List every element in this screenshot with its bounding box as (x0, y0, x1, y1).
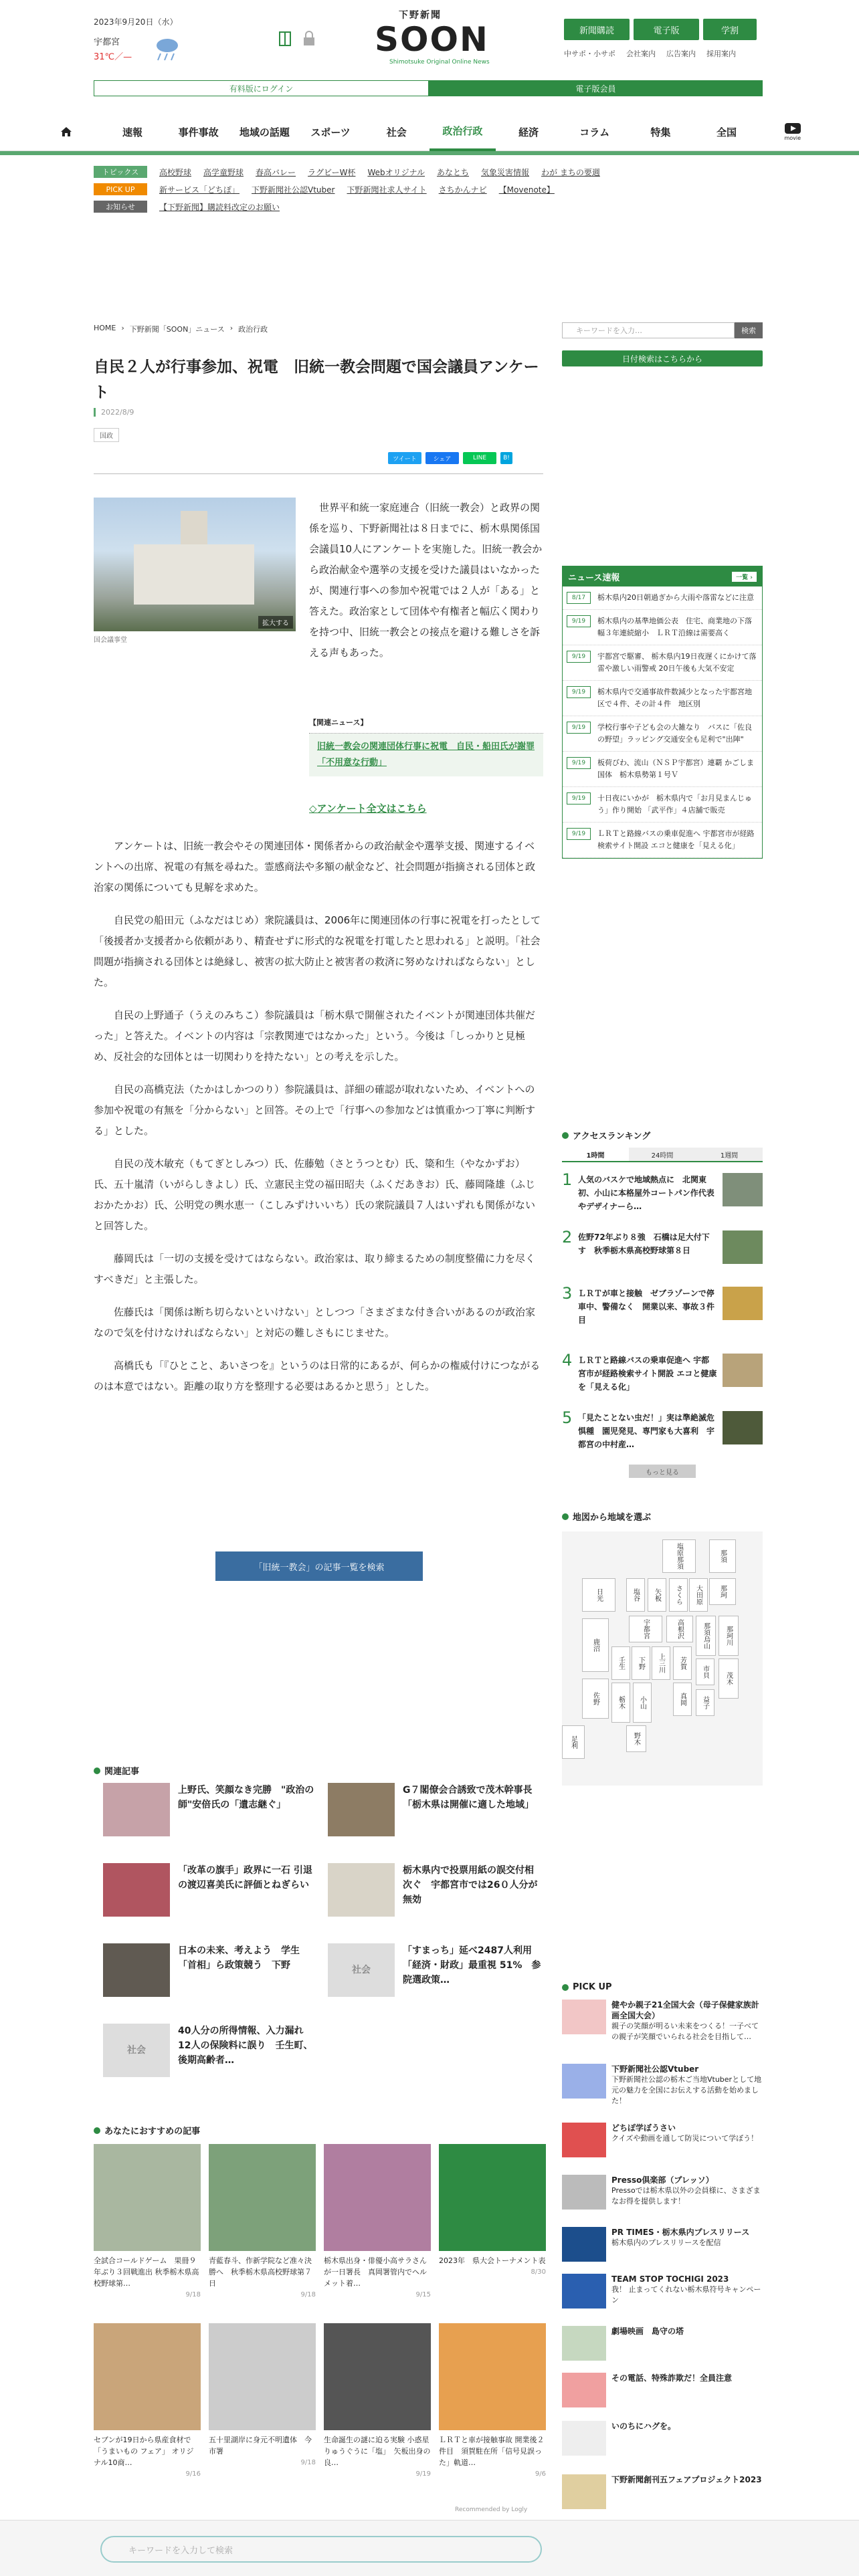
news-date: 9/19 (567, 722, 591, 734)
weather-location: 宇都宮 (94, 37, 120, 47)
divider (94, 473, 543, 474)
related-thumbnail (103, 1863, 170, 1917)
rank-number: 1 (562, 1170, 573, 1189)
pickup-item-desc: 親子の笑顔が明るい未来をつくる！一子べての親子が笑顔でいられる社会を目指して… (611, 2022, 759, 2041)
card-title: 青藍春斗、作新学院など准々決勝へ 秋季栃木県高校野球第７日 (209, 2256, 312, 2288)
nav-movie[interactable] (759, 112, 826, 151)
pickup-item[interactable] (562, 2064, 763, 2107)
region-nakagawa[interactable]: 那珂 (709, 1578, 736, 1605)
related-item[interactable] (103, 1943, 317, 1997)
card-thumbnail (209, 2323, 316, 2430)
news-date: 9/19 (567, 757, 591, 769)
pickup-thumbnail (562, 2064, 606, 2099)
region-nikko[interactable]: 日光 (582, 1578, 615, 1612)
pickup-thumbnail (562, 2274, 606, 2309)
ranking-heading (562, 1129, 650, 1142)
recommended-card[interactable] (324, 2323, 431, 2480)
topic-link[interactable]: 高校野球 (159, 167, 192, 177)
recommended-card[interactable] (209, 2144, 316, 2300)
twitter-share-button[interactable]: ツイート (388, 452, 421, 464)
ranking-item[interactable] (562, 1408, 763, 1451)
bullet-icon (562, 1984, 569, 1991)
card-title: 2023年 県大会トーナメント表 (439, 2256, 546, 2265)
ranking-item[interactable] (562, 1284, 763, 1327)
share-buttons (388, 452, 512, 464)
paragraph: 自民の茂木敏充（もてぎとしみつ）氏、佐藤勉（さとうつとむ）氏、簗和生（やなかずお）氏、五十嵐清（いがらしきよし）氏、立憲民主党の福田昭夫（ふくだあきお）氏、藤岡隆雄（ふじおかたかお）氏、公明党の輿水恵一（こしみずけいいち）氏の衆院議員７人はいずれも関係がないと回答した。 (94, 1158, 536, 1232)
rank-title: 「見たことない虫だ！」実は準絶滅危惧種 園児発見、専門家も大喜利 宇都宮の中村産… (578, 1413, 715, 1449)
book-icon[interactable] (278, 31, 292, 47)
news-date: 9/19 (567, 686, 591, 698)
news-text: 栃木県内で交通事故件数減少となった宇都宮地区で４件、その計４件 地区別 (597, 687, 752, 708)
topics-panel (94, 163, 600, 215)
category-badge[interactable]: 国政 (94, 428, 119, 442)
sublink-recruit[interactable]: 採用案内 (706, 49, 736, 58)
nav-national[interactable]: 全国 (717, 126, 737, 138)
recommended-card[interactable] (209, 2323, 316, 2468)
sidebar-search (562, 322, 763, 338)
rank-number: 4 (562, 1351, 573, 1370)
search-button[interactable]: 検索 (735, 322, 763, 338)
pickup-item-title: 下野新聞社公認Vtuber (611, 2064, 699, 2074)
nav-movie-label: movie (784, 134, 801, 141)
zoom-button[interactable]: 拡大する (258, 616, 293, 629)
related-item[interactable] (328, 1863, 542, 1917)
rank-title: ＬＲＴと路線バスの乗車促進へ 宇都宮市が経路検索サイト開設 エコと健康を「見える化」 (578, 1356, 717, 1392)
rank-thumbnail (723, 1230, 763, 1264)
pickup-item-title: TEAM STOP TOCHIGI 2023 (611, 2274, 729, 2284)
news-item[interactable] (563, 823, 762, 858)
related-text: 「すまっち」延べ2487人利用「経済・財政」最重視 51% 参院選政策… (403, 1945, 541, 1985)
pickup-item[interactable] (562, 2227, 763, 2262)
pickup-item-desc: 下野新聞社公認の栃木ご当地Vtuberとして地元の魅力を全国にお伝えする活動を始めました！ (611, 2075, 762, 2105)
paragraph: 自民の上野通子（うえのみちこ）参院議員は「栃木県で開催されたイベントが関連団体共催だった」と答えた。イベントの内容は「宗教関連ではなかった」という。今後は「しっかりと見極め、反社会的な団体とは一切関わりを持たない」との考えを示した。 (94, 1009, 536, 1063)
pickup-thumbnail (562, 2326, 606, 2361)
sublink-company[interactable]: 会社案内 (626, 49, 656, 58)
topic-link[interactable]: あなとち (437, 167, 470, 177)
bullet-icon (94, 1767, 100, 1774)
news-text: 学校行事や子ども会の大雑なり バスに「佐良の野望」ラッピング交通安全も足利で"出陣" (597, 723, 752, 744)
article-title: 自民２人が行事参加、祝電 旧統一教会問題で国会議員アンケート (94, 358, 539, 401)
news-item[interactable] (563, 787, 762, 823)
region-motegi[interactable]: 茂木 (719, 1658, 739, 1699)
pickup-item[interactable] (562, 2175, 763, 2210)
hatena-share-button[interactable]: B! (500, 452, 512, 464)
facebook-share-button[interactable]: シェア (425, 452, 459, 464)
region-takanezawa[interactable]: 高根沢 (666, 1616, 693, 1642)
recommended-card[interactable] (94, 2144, 201, 2300)
news-text: 十日夜にいかが 栃木県内で「お月見まんじゅう」作り開始 「武平作」４店舗で販売 (597, 794, 752, 815)
region-sakura[interactable]: さくら (669, 1578, 688, 1612)
region-shioya[interactable]: 塩谷 (626, 1578, 645, 1612)
card-title: 生命誕生の謎に迫る実験 小惑星りゅうぐうに「塩」 矢板出身の良… (324, 2436, 431, 2467)
card-date: 9/18 (185, 2291, 201, 2298)
pickup-thumbnail (562, 2227, 606, 2262)
card-thumbnail (94, 2323, 201, 2430)
region-ichikai[interactable]: 市貝 (696, 1658, 714, 1685)
region-kanuma[interactable]: 鹿沼 (582, 1618, 609, 1672)
card-title: 五十里湖岸に身元不明遺体 今市署 (209, 2436, 312, 2456)
article-body (94, 836, 543, 1409)
rank-number: 5 (562, 1408, 573, 1427)
paragraph: 自民の高橋克法（たかはしかつのり）参院議員は、詳細の確認が取れないため、イベントへの参加や祝電の有無を「分からない」と回答。その上で「行事への参加などは慎重かつ丁寧に判断する」とした。 (94, 1083, 536, 1137)
baseball-cap-icon (439, 2144, 546, 2251)
nav-column[interactable]: コラム (579, 126, 610, 138)
rank-thumbnail (723, 1411, 763, 1444)
region-kaminokawa[interactable]: 上三川 (652, 1646, 670, 1680)
lock-icon[interactable] (302, 31, 316, 47)
region-nakagawa-town[interactable]: 那珂川 (719, 1616, 739, 1656)
related-text: G７閣僚会合誘致で茂木幹事長「栃木県は開催に適した地域」 (403, 1785, 534, 1810)
nav-breaking[interactable]: 速報 (122, 126, 143, 138)
region-mashiko[interactable]: 益子 (696, 1689, 714, 1716)
topic-link[interactable]: わが まちの要週 (541, 167, 600, 177)
region-ashikaga[interactable]: 足利 (562, 1725, 585, 1759)
card-date: 9/18 (300, 2459, 316, 2466)
topic-link[interactable]: ラグビーW杯 (308, 167, 356, 177)
breadcrumb-home[interactable]: HOME (94, 324, 116, 332)
pickup-item[interactable] (562, 2326, 763, 2361)
related-text: 40人分の所得情報、入力漏れ 12人の保険料に誤り 壬生町、後期高齢者… (178, 2026, 313, 2066)
pickup-heading (562, 1982, 612, 1992)
pickup-item-desc: クイズや動画を通して防災について学ぼう！ (611, 2134, 759, 2143)
related-heading (94, 1764, 139, 1777)
related-item[interactable] (103, 1863, 317, 1917)
global-nav (0, 112, 859, 151)
ranking-tabs (562, 1148, 763, 1162)
news-text: 宇都宮で駆審、 栃木県内19日夜遅くにかけて落雷や激しい雨警戒 20日午後も大気不安定 (597, 652, 757, 673)
date-search-button[interactable]: 日付検索はこちらから (562, 350, 763, 366)
pickup-item-title: 劇場映画 島守の塔 (611, 2327, 684, 2336)
related-thumbnail (328, 1783, 395, 1836)
rank-number: 2 (562, 1228, 573, 1247)
region-shiobara-nasu[interactable]: 塩原那須 (662, 1539, 696, 1573)
news-item[interactable] (563, 681, 762, 716)
sublink-ads[interactable]: 広告案内 (666, 49, 696, 58)
related-text: 日本の未来、考えよう 学生「首相」ら政策競う 下野 (178, 1945, 300, 1971)
related-news-heading: 【関連ニュース】 (309, 717, 543, 734)
bullet-icon (562, 1132, 569, 1139)
bullet-icon (94, 2127, 100, 2134)
region-moka[interactable]: 真岡 (673, 1683, 692, 1716)
pickup-item-title: どちぽ学ぼうさい (611, 2123, 676, 2133)
news-text: ＬＲＴと路線バスの乗車促進へ 宇都宮市が経路検索サイト開設 エコと健康を「見える化」 (597, 829, 755, 850)
topic-link[interactable]: 気象災害情報 (481, 167, 530, 177)
article-date: 2022/8/9 (94, 408, 134, 417)
news-text: 栃木県内20日朝過ぎから大雨や落雷などに注意 (597, 593, 754, 602)
pickup-tag: PICK UP (94, 183, 147, 195)
home-icon[interactable] (33, 112, 100, 151)
region-haga[interactable]: 芳賀 (673, 1646, 692, 1680)
pickup-link[interactable]: 新サービス「どちぽ」 (159, 185, 240, 195)
pickup-item[interactable] (562, 2373, 763, 2407)
survey-link[interactable]: ◇アンケート全文はこちら (309, 802, 427, 815)
news-item[interactable] (563, 610, 762, 645)
tab-1hour[interactable]: 1時間 (562, 1148, 629, 1161)
line-share-button[interactable]: LINE (463, 452, 496, 464)
pickup-item-title: 健やか親子21全国大会（母子保健家族計画全国大会） (611, 2000, 759, 2020)
pickup-title: PICK UP (573, 1982, 612, 1992)
card-date: 9/6 (535, 2470, 546, 2478)
site-logo[interactable]: SOON (375, 20, 489, 59)
pickup-item[interactable] (562, 2274, 763, 2309)
related-thumbnail (103, 1943, 170, 1997)
ranking-item[interactable] (562, 1351, 763, 1394)
play-icon (785, 123, 801, 135)
news-date: 9/19 (567, 792, 591, 804)
map-heading (562, 1510, 651, 1523)
related-title: 関連記事 (104, 1767, 140, 1777)
card-title: ＬＲＴと車が接触事故 開業後２件目 須賀駐在所「信号見誤った」軌道… (439, 2436, 545, 2467)
ranking-item[interactable] (562, 1230, 763, 1264)
related-item[interactable] (328, 1943, 542, 1997)
student-discount-button[interactable]: 学割 (703, 19, 757, 40)
region-yaita[interactable]: 矢板 (648, 1578, 666, 1612)
nav-sports[interactable]: スポーツ (310, 126, 351, 138)
topic-link[interactable]: Webオリジナル (367, 167, 425, 177)
article-photo[interactable] (94, 498, 296, 631)
related-thumbnail: 社会 (103, 2024, 170, 2077)
recommended-card[interactable] (94, 2323, 201, 2480)
pickup-item-desc: Pressoでは栃木県以外の会員様に、さまざまなお得を提供します！ (611, 2186, 761, 2206)
region-otawara[interactable]: 大田原 (689, 1578, 708, 1612)
paragraph: 藤岡氏は「一切の支援を受けてはならない。政治家は、取り締まるための制度整備に力を尽くすべきだ」と主張した。 (94, 1253, 536, 1285)
related-item[interactable] (328, 1783, 542, 1836)
pickup-item[interactable] (562, 2474, 763, 2509)
pickup-link[interactable]: さちかんナビ (438, 185, 487, 195)
photo-caption: 国会議事堂 (94, 637, 127, 644)
nav-local[interactable]: 地域の話題 (239, 126, 290, 138)
search-input[interactable]: キーワードを入力… (562, 322, 735, 338)
rank-title: ＬＲＴが車と接触 ゼブラゾーンで停車中、警備なく 開業以来、事故３件目 (578, 1289, 715, 1325)
related-thumbnail: 社会 (328, 1943, 395, 1997)
rank-thumbnail (723, 1287, 763, 1320)
digital-edition-button[interactable]: 電子版 (634, 19, 699, 40)
rank-title: 人気のバスケで地域熱点に 北関東初、小山に本格屋外コートパン作代表やデザイナーら… (578, 1175, 714, 1211)
pickup-item-desc: 栃木県内のプレスリリースを配信 (611, 2238, 721, 2247)
subscribe-button[interactable]: 新聞購読 (564, 19, 630, 40)
recommended-card[interactable] (324, 2144, 431, 2300)
news-text: 栃木県内の基準地価公表 住宅、商業地の下落幅３年連続縮小 ＬＲＴ沿線は需要高く (597, 617, 752, 637)
region-shimotsuke[interactable]: 下野 (632, 1646, 650, 1680)
notice-tag: お知らせ (94, 201, 147, 213)
pickup-thumbnail (562, 2373, 606, 2407)
pickup-item-title: PR TIMES・栃木県内プレスリリース (611, 2228, 750, 2237)
breadcrumb-politics[interactable]: 政治行政 (238, 325, 268, 334)
recommended-title: あなたにおすすめの記事 (104, 2127, 201, 2137)
bullet-icon (562, 1513, 569, 1520)
breadcrumb-sep: › (121, 324, 124, 332)
related-news-box (309, 717, 543, 776)
rank-number: 3 (562, 1284, 573, 1303)
news-item[interactable] (563, 645, 762, 681)
article-lead: 世界平和統一家庭連合（旧統一教会）と政界の関係を巡り、下野新聞社は８日までに、栃木県関係国会議員10人にアンケートを実施した。旧統一教会から政治献金や選挙の支援を受けた議員はいなかったが、関連行事への参加や祝電では２人が「ある」と答えた。政治家として団体や有権者と幅広く関わりを持つ中、旧統一教会との接点を避ける難しさを訴える声もあった。 (309, 502, 543, 659)
card-title: 全試合コールドゲーム 果冊９年ぶり３回戦進出 秋季栃木県高校野球第… (94, 2256, 199, 2288)
news-text: 板荷びわ、流山（ＮＳＰ宇都宮）連覇 かごしま国体 栃木県勢第１号Ｖ (597, 758, 755, 779)
related-news-link[interactable]: 旧統一教会の関連団体行事に祝電 自民・船田氏が謝罪「不用意な行動」 (309, 734, 543, 776)
pickup-item[interactable] (562, 2123, 763, 2157)
news-item[interactable] (563, 586, 762, 610)
news-item[interactable] (563, 752, 762, 787)
region-nogi[interactable]: 野木 (626, 1725, 646, 1752)
region-tochigi[interactable]: 栃木 (611, 1683, 630, 1723)
recommended-card[interactable] (439, 2144, 546, 2278)
card-date: 9/18 (300, 2291, 316, 2298)
recommended-card[interactable] (439, 2323, 546, 2480)
card-date: 9/19 (415, 2470, 431, 2478)
tab-24hours[interactable]: 24時間 (629, 1148, 696, 1161)
news-item[interactable] (563, 716, 762, 752)
ranking-item[interactable] (562, 1170, 763, 1213)
nav-features[interactable]: 特集 (650, 126, 671, 138)
nav-incidents[interactable]: 事件事故 (178, 126, 219, 138)
region-mibu[interactable]: 壬生 (611, 1646, 630, 1680)
weather-icon (151, 35, 182, 63)
breaking-news-box (562, 566, 763, 859)
breaking-news-more[interactable]: 一覧 › (732, 572, 757, 582)
region-nasukarasuyama[interactable]: 那須烏山 (696, 1616, 716, 1656)
card-date: 8/30 (531, 2268, 546, 2276)
pickup-link[interactable]: 【Movenote】 (498, 185, 555, 195)
pickup-thumbnail (562, 2175, 606, 2210)
pickup-item[interactable] (562, 2421, 763, 2456)
pickup-item-desc: 我！ 止まってくれない栃木県符号キャンペーン (611, 2285, 761, 2304)
region-utsunomiya[interactable]: 宇都宮 (629, 1616, 662, 1642)
card-thumbnail (324, 2323, 431, 2430)
nav-society[interactable]: 社会 (386, 126, 407, 138)
rank-thumbnail (723, 1173, 763, 1206)
ranking-more-button[interactable]: もっと見る (629, 1465, 696, 1478)
map-title: 地図から地域を選ぶ (573, 1513, 652, 1523)
paragraph: 自民党の船田元（ふなだはじめ）衆院議員は、2006年に関連団体の行事に祝電を打ったとして「後援者か支援者から依頼があり、精査せずに形式的な祝電を打電したと思われる」と説明。「社会問題が指摘される団体とは絶縁し、被害の拡大防止と被害者の救済に努めなければならない」とした。 (94, 914, 541, 988)
pickup-item-title: その電話、特殊詐欺だ！全員注意 (611, 2373, 733, 2383)
topic-link[interactable]: 春高バレー (256, 167, 296, 177)
pickup-item[interactable] (562, 2000, 763, 2042)
card-date: 9/16 (185, 2470, 201, 2478)
diet-building (134, 544, 254, 605)
card-title: 栃木県出身・俳優小高サラさんが一日署長 真岡署管内でヘルメット着… (324, 2256, 427, 2288)
card-thumbnail (94, 2144, 201, 2251)
header-date: 2023年9月20日（水） (94, 17, 178, 27)
news-date: 9/19 (567, 651, 591, 663)
login-button[interactable]: 有料版にログイン (94, 80, 429, 96)
topic-link[interactable]: 高学童野球 (203, 167, 244, 177)
pickup-link[interactable]: 下野新聞社求人サイト (347, 185, 427, 195)
related-thumbnail (328, 1863, 395, 1917)
card-thumbnail (324, 2144, 431, 2251)
footer-search-input[interactable]: キーワードを入力して検索 (100, 2536, 542, 2563)
pickup-item-title: Presso倶楽部（プレッソ） (611, 2175, 714, 2185)
related-item[interactable] (103, 2024, 317, 2077)
pickup-item-title: 下野新聞創刊五フェアプロジェクト2023 (611, 2475, 762, 2484)
card-date: 9/15 (415, 2291, 431, 2298)
nav-economy[interactable]: 経済 (518, 126, 539, 138)
breadcrumb (94, 324, 268, 334)
breaking-news-title: ニュース速報 (568, 572, 620, 583)
sublink-support[interactable]: 中サポ・小サポ (564, 49, 615, 58)
weather-temp: 31℃／— (94, 52, 132, 62)
logly-credit[interactable]: Recommended by Logly (455, 2506, 528, 2513)
article-list-button[interactable]: 「旧統一教会」の記事一覧を検索 (215, 1551, 423, 1581)
nav-politics[interactable]: 政治行政 (430, 112, 496, 151)
nav-accent-bar (0, 151, 859, 155)
register-button[interactable]: 電子版会員 (429, 80, 763, 96)
card-title: セブンが19日から県産食材で「うまいもの フェア」 オリジナル10商… (94, 2436, 194, 2467)
ranking-title: アクセスランキング (573, 1132, 651, 1142)
paragraph: 佐藤氏は「関係は断ち切らないといけない」としつつ「さまざまな付き合いがあるのが政治家なので気を付けなければならない」と対応の難しさもにじませた。 (94, 1306, 536, 1339)
logo-subtitle: 下野新聞 (399, 10, 442, 21)
card-thumbnail (209, 2144, 316, 2251)
paragraph: アンケートは、旧統一教会やその関連団体・関係者からの政治献金や選挙支援、関連するイベントへの出席、祝電の有無を尋ねた。霊感商法や多額の献金など、社会問題が指摘される団体と政治家の関係についても見解を求めた。 (94, 840, 536, 893)
region-sano[interactable]: 佐野 (582, 1679, 609, 1719)
rank-title: 佐野72年ぶり８強 石橋は足大付下す 秋季栃木県高校野球第８日 (578, 1232, 710, 1255)
logo-tagline: Shimotsuke Original Online News (389, 59, 490, 66)
news-date: 8/17 (567, 592, 591, 604)
related-thumbnail (103, 1783, 170, 1836)
news-date: 9/19 (567, 828, 591, 840)
news-date: 9/19 (567, 615, 591, 627)
tab-1week[interactable]: 1週間 (696, 1148, 763, 1161)
related-item[interactable] (103, 1783, 317, 1836)
rank-thumbnail (723, 1354, 763, 1387)
pickup-item-title: いのちにハグを。 (611, 2422, 676, 2431)
topics-tag: トピックス (94, 166, 147, 178)
breadcrumb-news[interactable]: 下野新聞「SOON」ニュース (129, 325, 225, 334)
pickup-thumbnail (562, 2123, 606, 2157)
pickup-thumbnail (562, 2421, 606, 2456)
recommended-heading (94, 2124, 200, 2137)
region-oyama[interactable]: 小山 (633, 1683, 652, 1723)
pickup-link[interactable]: 下野新聞社公認Vtuber (252, 185, 335, 195)
pickup-thumbnail (562, 2000, 606, 2034)
card-thumbnail (439, 2323, 546, 2430)
related-text: 「改革の旗手」政界に一石 引退の渡辺喜美氏に評価とねぎらい (178, 1865, 312, 1891)
breadcrumb-sep: › (229, 324, 233, 332)
region-map (562, 1531, 763, 1786)
notice-link[interactable]: 【下野新聞】購読料改定のお願い (159, 202, 280, 212)
pickup-thumbnail (562, 2474, 606, 2509)
related-text: 上野氏、笑顔なき完勝 "政治の師"安倍氏の「遺志継ぐ」 (178, 1785, 314, 1810)
region-nasu[interactable]: 那須 (709, 1539, 736, 1573)
paragraph: 高橋氏も「『ひとこと、あいさつを』というのは日常的にあるが、何らかの権威付けにつながるのは本意ではない。距離の取り方を整理する必要はあるかと思う」とした。 (94, 1360, 541, 1392)
related-text: 栃木県内で投票用紙の誤交付相次ぐ 宇都宮市では26０人分が無効 (403, 1865, 538, 1905)
